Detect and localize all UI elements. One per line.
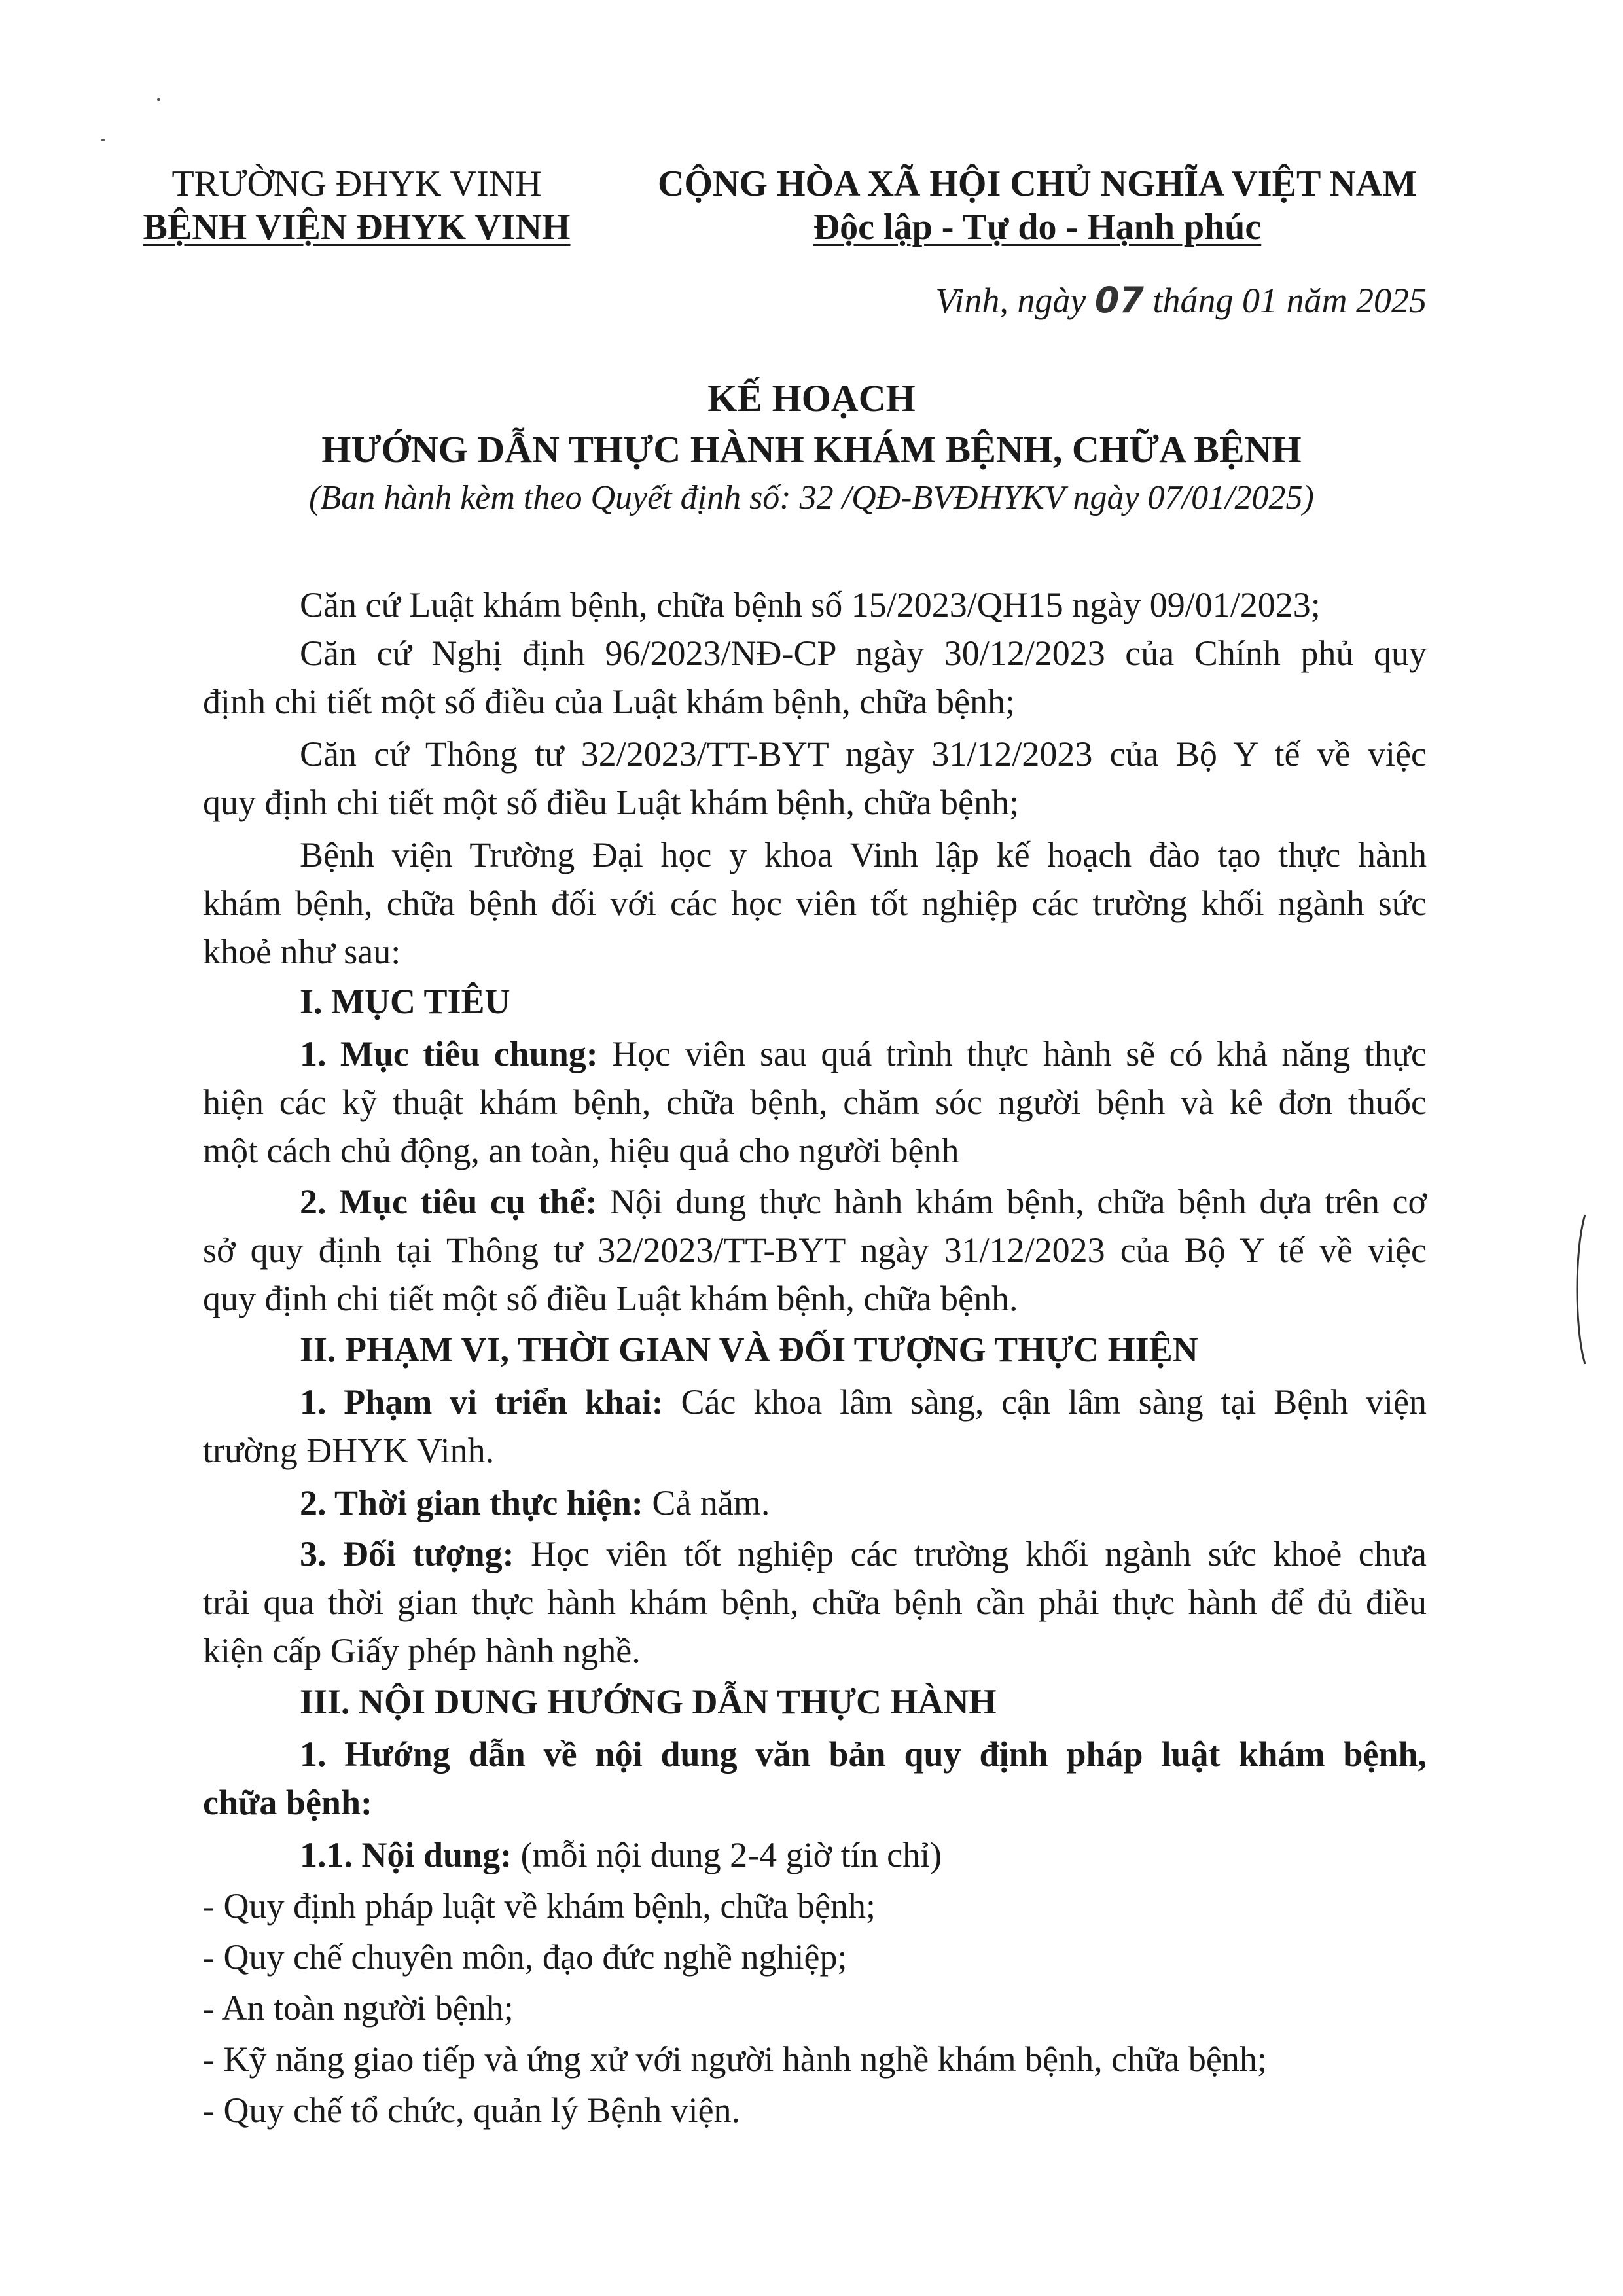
org-line2: BỆNH VIỆN ĐHYK VINH xyxy=(143,207,571,247)
section-1-2-line2: sở quy định tại Thông tư 32/2023/TT-BYT ngày 31/12/2023 của Bộ Y tế về việc xyxy=(203,1230,1427,1270)
section-2-3-line1: 3. Đối tượng: Học viên tốt nghiệp các trường khối ngành sức khoẻ chưa xyxy=(300,1534,1427,1573)
section-3-1-line2: chữa bệnh: xyxy=(203,1783,372,1822)
date-line xyxy=(935,279,1427,322)
list-item: - Quy chế chuyên môn, đạo đức nghề nghiệp; xyxy=(203,1937,847,1977)
basis-hospital-line1: Bệnh viện Trường Đại học y khoa Vinh lập kế hoạch đào tạo thực hành xyxy=(300,835,1427,874)
list-item: - An toàn người bệnh; xyxy=(203,1988,514,2028)
list-item: - Quy định pháp luật về khám bệnh, chữa bệnh; xyxy=(203,1886,876,1926)
section-3-1-line1: 1. Hướng dẫn về nội dung văn bản quy định pháp luật khám bệnh, xyxy=(300,1734,1427,1774)
basis-circular-line2: quy định chi tiết một số điều Luật khám bệnh, chữa bệnh; xyxy=(203,783,1020,822)
section-2-2: 2. Thời gian thực hiện: Cả năm. xyxy=(300,1483,770,1522)
section-3-1-1: 1.1. Nội dung: (mỗi nội dung 2-4 giờ tín chỉ) xyxy=(300,1835,942,1874)
nation-line1: CỘNG HÒA XÃ HỘI CHỦ NGHĨA VIỆT NAM xyxy=(657,164,1418,204)
basis-law: Căn cứ Luật khám bệnh, chữa bệnh số 15/2023/QH15 ngày 09/01/2023; xyxy=(300,585,1321,624)
section-2-heading: II. PHẠM VI, THỜI GIAN VÀ ĐỐI TƯỢNG THỰC HIỆN xyxy=(300,1330,1198,1369)
section-2-1-line2: trường ĐHYK Vinh. xyxy=(203,1431,495,1470)
org-line1: TRƯỜNG ĐHYK VINH xyxy=(171,164,542,204)
date-prefix: Vinh, ngày xyxy=(935,281,1095,320)
section-1-1-line3: một cách chủ động, an toàn, hiệu quả cho người bệnh xyxy=(203,1131,959,1170)
basis-decree-line1: Căn cứ Nghị định 96/2023/NĐ-CP ngày 30/12/2023 của Chính phủ quy xyxy=(300,634,1427,673)
date-suffix: tháng 01 năm 2025 xyxy=(1144,281,1427,320)
list-item: - Kỹ năng giao tiếp và ứng xử với người hành nghề khám bệnh, chữa bệnh; xyxy=(203,2039,1267,2079)
list-item: - Quy chế tổ chức, quản lý Bệnh viện. xyxy=(203,2090,741,2130)
section-1-1-line1: 1. Mục tiêu chung: Học viên sau quá trình thực hành sẽ có khả năng thực xyxy=(300,1034,1427,1073)
section-1-2-line3: quy định chi tiết một số điều Luật khám bệnh, chữa bệnh. xyxy=(203,1279,1018,1318)
section-2-1-line1: 1. Phạm vi triển khai: Các khoa lâm sàng, cận lâm sàng tại Bệnh viện xyxy=(300,1382,1427,1422)
basis-hospital-line2: khám bệnh, chữa bệnh đối với các học viên tốt nghiệp các trường khối ngành sức xyxy=(203,884,1427,923)
section-2-3-line2: trải qua thời gian thực hành khám bệnh, chữa bệnh cần phải thực hành để đủ điều xyxy=(203,1583,1427,1622)
org-block xyxy=(128,162,586,249)
title-sub: HƯỚNG DẪN THỰC HÀNH KHÁM BỆNH, CHỮA BỆNH xyxy=(321,428,1302,471)
scan-speck xyxy=(157,98,160,101)
nation-line2: Độc lập - Tự do - Hạnh phúc xyxy=(813,207,1262,247)
title-main: KẾ HOẠCH xyxy=(707,377,916,420)
section-1-heading: I. MỤC TIÊU xyxy=(300,982,510,1021)
nation-block xyxy=(609,162,1466,249)
basis-hospital-line3: khoẻ như sau: xyxy=(203,932,401,971)
section-2-3-line3: kiện cấp Giấy phép hành nghề. xyxy=(203,1631,641,1670)
section-1-2-line1: 2. Mục tiêu cụ thể: Nội dung thực hành khám bệnh, chữa bệnh dựa trên cơ xyxy=(300,1182,1427,1221)
scan-speck xyxy=(101,139,105,141)
scan-edge-mark xyxy=(1571,1211,1597,1368)
date-handwritten: 07 xyxy=(1094,279,1144,321)
section-3-heading: III. NỘI DUNG HƯỚNG DẪN THỰC HÀNH xyxy=(300,1682,997,1721)
title-decision: (Ban hành kèm theo Quyết định số: 32 /QĐ-BVĐHYKV ngày 07/01/2025) xyxy=(309,479,1314,516)
basis-decree-line2: định chi tiết một số điều của Luật khám bệnh, chữa bệnh; xyxy=(203,682,1015,721)
section-1-1-line2: hiện các kỹ thuật khám bệnh, chữa bệnh, chăm sóc người bệnh và kê đơn thuốc xyxy=(203,1083,1427,1122)
basis-circular-line1: Căn cứ Thông tư 32/2023/TT-BYT ngày 31/12/2023 của Bộ Y tế về việc xyxy=(300,734,1427,774)
